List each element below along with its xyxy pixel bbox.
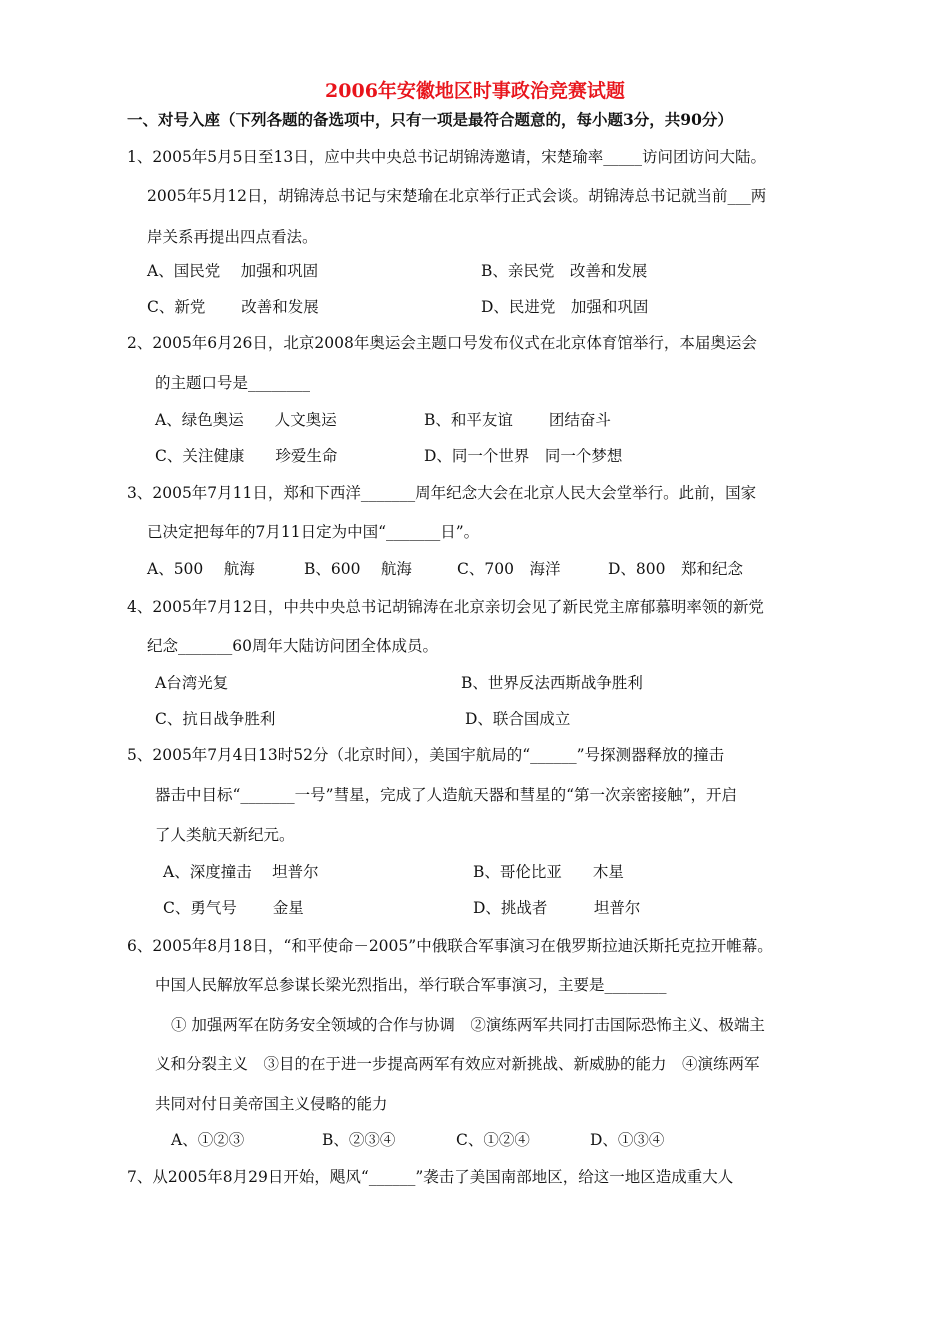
question-4-option-b: B、世界反法西斯战争胜利 [461, 674, 643, 692]
question-5-line-2: 器击中目标“_______一号”彗星，完成了人造航天器和彗星的“第一次亲密接触”，开启 [155, 786, 737, 804]
question-6-line-1: 6、2005年8月18日，“和平使命－2005”中俄联合军事演习在俄罗斯拉迪沃斯托克拉开帷幕。 [127, 937, 773, 955]
question-1-option-b: B、亲民党 改善和发展 [481, 262, 648, 280]
question-2-line-1: 2、2005年6月26日，北京2008年奥运会主题口号发布仪式在北京体育馆举行，本届奥运会 [127, 334, 757, 352]
question-3-option-a: A、500 航海 [147, 560, 255, 578]
section-heading: 一、对号入座（下列各题的备选项中，只有一项是最符合题意的，每小题3分，共90分） [127, 110, 733, 129]
question-2-option-b: B、和平友谊 团结奋斗 [424, 411, 611, 429]
question-6-line-2: 中国人民解放军总参谋长梁光烈指出，举行联合军事演习，主要是________ [155, 976, 667, 994]
question-1-option-c: C、新党 改善和发展 [147, 298, 319, 316]
question-1-line-1: 1、2005年5月5日至13日，应中共中央总书记胡锦涛邀请，宋楚瑜率_____访问团访问大陆。 [127, 148, 767, 166]
question-2-option-c: C、关注健康 珍爱生命 [155, 447, 338, 465]
question-3-line-1: 3、2005年7月11日，郑和下西洋_______周年纪念大会在北京人民大会堂举行。此前，国家 [127, 484, 757, 502]
question-5-option-b: B、哥伦比亚 木星 [473, 863, 624, 881]
question-6-line-5: 共同对付日美帝国主义侵略的能力 [155, 1095, 388, 1113]
question-1-option-a: A、国民党 加强和巩固 [147, 262, 319, 280]
question-2-option-a: A、绿色奥运 人文奥运 [155, 411, 337, 429]
question-6-option-b: B、②③④ [322, 1131, 396, 1149]
question-5-line-3: 了人类航天新纪元。 [155, 826, 295, 844]
question-5-option-c: C、勇气号 金星 [163, 899, 304, 917]
question-4-line-1: 4、2005年7月12日，中共中央总书记胡锦涛在北京亲切会见了新民党主席郁慕明率领的新党 [127, 598, 764, 616]
question-3-line-2: 已决定把每年的7月11日定为中国“_______日”。 [147, 523, 480, 541]
question-4-option-a: A台湾光复 [155, 674, 229, 692]
question-6-line-3: ① 加强两军在防务安全领域的合作与协调 ②演练两军共同打击国际恐怖主义、极端主 [171, 1016, 765, 1034]
question-6-line-4: 义和分裂主义 ③目的在于进一步提高两军有效应对新挑战、新威胁的能力 ④演练两军 [155, 1055, 760, 1073]
question-3-option-c: C、700 海洋 [457, 560, 561, 578]
question-5-option-a: A、深度撞击 坦普尔 [163, 863, 319, 881]
question-2-option-d: D、同一个世界 同一个梦想 [424, 447, 623, 465]
question-5-option-d: D、挑战者 坦普尔 [473, 899, 641, 917]
exam-title: 2006年安徽地区时事政治竞赛试题 [325, 80, 625, 102]
question-6-option-c: C、①②④ [456, 1131, 530, 1149]
question-7-line-1: 7、从2005年8月29日开始，飓风“______”袭击了美国南部地区，给这一地区造成重大人 [127, 1168, 734, 1186]
question-1-option-d: D、民进党 加强和巩固 [481, 298, 649, 316]
question-3-option-b: B、600 航海 [304, 560, 412, 578]
question-1-line-2: 2005年5月12日，胡锦涛总书记与宋楚瑜在北京举行正式会谈。胡锦涛总书记就当前___两 [147, 187, 767, 205]
question-4-option-d: D、联合国成立 [465, 710, 571, 728]
question-4-line-2: 纪念_______60周年大陆访问团全体成员。 [147, 637, 438, 655]
question-4-option-c: C、抗日战争胜利 [155, 710, 276, 728]
question-1-line-3: 岸关系再提出四点看法。 [147, 228, 318, 246]
question-2-line-2: 的主题口号是________ [155, 374, 311, 392]
question-6-option-d: D、①③④ [590, 1131, 665, 1149]
question-6-option-a: A、①②③ [171, 1131, 245, 1149]
question-5-line-1: 5、2005年7月4日13时52分（北京时间），美国宇航局的“______”号探测器释放的撞击 [127, 746, 725, 764]
question-3-option-d: D、800 郑和纪念 [608, 560, 744, 578]
